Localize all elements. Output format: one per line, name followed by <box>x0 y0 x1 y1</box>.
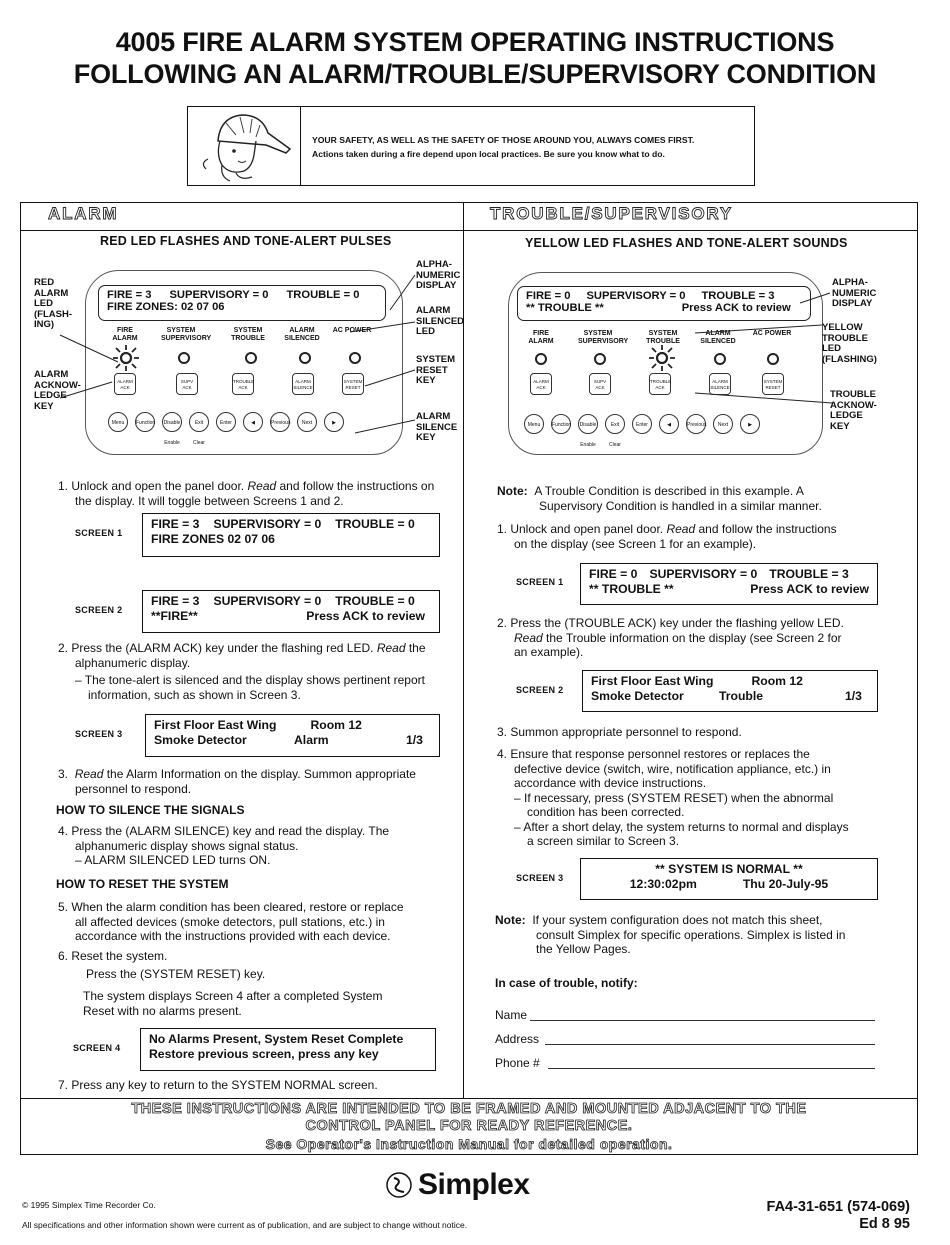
name-label: Name <box>495 1008 528 1022</box>
disable-enable-key: Disable Enable <box>578 414 598 434</box>
alarm-step-2: 2. Press the (ALARM ACK) key under the flashing red LED. Read the alphanumeric display. – The tone-alert is silenced and the display shows pertinent report information, such as shown in Screen 3. <box>58 641 426 702</box>
safety-line-2: Actions taken during a fire depend upon local practices. Be sure you know what to do. <box>312 149 665 159</box>
disable-enable-key: Disable Enable <box>162 412 182 432</box>
led-indicator <box>594 353 606 365</box>
alarm-step-3: 3. Read the Alarm Information on the display. Summon appropriate personnel to respond. <box>58 767 416 796</box>
trouble-screen2-label: SCREEN 2 <box>516 685 564 695</box>
alarm-led-label: AC POWER <box>332 327 372 334</box>
trouble-note-1: Note: A Trouble Condition is described in this example. A Supervisory Condition is handled in a similar manner. <box>497 484 822 513</box>
alarm-screen-4: No Alarms Present, System Reset Complete Restore previous screen, press any key <box>140 1028 436 1071</box>
trouble-panel-disp-fire: FIRE = 0 <box>526 290 571 302</box>
alarm-screen1-label: SCREEN 1 <box>75 528 123 538</box>
alarm-panel-disp-zones: FIRE ZONES: 02 07 06 <box>107 301 225 313</box>
trouble-note-2: Note: If your system configuration does not match this sheet, consult Simplex for specific operations. Simplex is listed in the Yellow Pages. <box>495 913 846 956</box>
alarm-step-7: 7. Press any key to return to the SYSTEM NORMAL screen. <box>58 1078 378 1092</box>
callout-alarm-ack-key: ALARM ACKNOW-LEDGE KEY <box>34 369 81 412</box>
enter-key: Enter <box>632 414 652 434</box>
trouble-screen-2: First Floor East Wing Room 12 Smoke Detector Trouble 1/3 <box>582 670 878 712</box>
left-arrow-key: ◀ <box>243 412 263 432</box>
previous-key: Previous <box>686 414 706 434</box>
callout-alpha-display: ALPHA-NUMERIC DISPLAY <box>416 259 461 291</box>
how-to-reset-heading: HOW TO RESET THE SYSTEM <box>56 877 229 891</box>
alarm-screen-2: FIRE = 3 SUPERVISORY = 0 TROUBLE = 0 **FIRE** Press ACK to review <box>142 590 440 633</box>
alarm-led-label: ALARM SILENCED <box>284 327 320 342</box>
callout-system-reset: SYSTEM RESET KEY <box>416 354 456 386</box>
trouble-screen-1: FIRE = 0 SUPERVISORY = 0 TROUBLE = 3 ** TROUBLE ** Press ACK to review <box>580 563 878 605</box>
system-reset-key: SYSTEM RESET <box>762 373 784 395</box>
alarm-screen-3: First Floor East Wing Room 12 Smoke Detector Alarm 1/3 <box>145 714 440 757</box>
alarm-screen2-label: SCREEN 2 <box>75 605 123 615</box>
trouble-panel-disp-supv: SUPERVISORY = 0 <box>586 290 686 302</box>
menu-key: Menu <box>524 414 544 434</box>
alarm-led-label: SYSTEM SUPERVISORY <box>161 327 212 342</box>
callout-red-led: RED ALARM LED (FLASH-ING) <box>34 277 72 330</box>
trouble-step-3: 3. Summon appropriate personnel to respond. <box>497 725 742 739</box>
trouble-nav-keys <box>524 414 760 448</box>
alarm-silence-key: ALARM SILENCE <box>292 373 314 395</box>
trouble-led-label: SYSTEM SUPERVISORY <box>578 330 629 345</box>
alarm-silence-key: ALARM SILENCE <box>709 373 731 395</box>
safety-text <box>312 133 752 161</box>
right-arrow-key: ▶ <box>324 412 344 432</box>
address-label: Address <box>495 1032 540 1046</box>
menu-key: Menu <box>108 412 128 432</box>
name-line <box>530 1020 875 1021</box>
alarm-screen3-label: SCREEN 3 <box>75 729 123 739</box>
callout-yellow-led: YELLOW TROUBLE LED (FLASHING) <box>822 322 877 365</box>
exit-clear-key: Exit Clear <box>189 412 209 432</box>
right-arrow-key: ▶ <box>740 414 760 434</box>
trouble-subhead: YELLOW LED FLASHES AND TONE-ALERT SOUNDS <box>525 236 848 250</box>
led-indicator <box>535 353 547 365</box>
footer-rule <box>20 1098 918 1099</box>
trouble-step-2: 2. Press the (TROUBLE ACK) key under the flashing yellow LED. Read the Trouble information on the display (see Screen 2 for an example). <box>497 616 844 659</box>
alarm-step-6: 6. Reset the system. Press the (SYSTEM RESET) key. The system displays Screen 4 after a completed System Reset with no alarms present. <box>58 949 383 1018</box>
disclaimer: All specifications and other information shown were current as of publication, and are subject to change without notice. <box>22 1220 468 1230</box>
callout-trouble-alpha: ALPHA-NUMERIC DISPLAY <box>832 277 877 309</box>
alarm-callout-lines <box>20 250 465 450</box>
trouble-callout-lines <box>640 285 840 415</box>
trouble-ack-key: TROUBLE ACK <box>232 373 254 395</box>
trouble-panel-disp-line2a: ** TROUBLE ** <box>526 302 604 314</box>
trouble-ack-key: TROUBLE ACK <box>649 373 671 395</box>
trouble-screen1-label: SCREEN 1 <box>516 577 564 587</box>
alarm-ack-key: ALARM ACK <box>114 373 136 395</box>
alarm-led-label: SYSTEM TROUBLE <box>231 327 265 342</box>
next-key: Next <box>713 414 733 434</box>
document-number: FA4-31-651 (574-069) <box>766 1199 910 1215</box>
phone-line <box>548 1068 875 1069</box>
footer-instructions-line2: CONTROL PANEL FOR READY REFERENCE. <box>305 1118 633 1134</box>
exit-clear-key: Exit Clear <box>605 414 625 434</box>
alarm-step-1: 1. Unlock and open the panel door. Read and follow the instructions on the display. It will toggle between Screens 1 and 2. <box>58 479 435 508</box>
alarm-ack-key: ALARM ACK <box>530 373 552 395</box>
trouble-panel-disp-trouble: TROUBLE = 3 <box>701 290 775 302</box>
function-key: Function <box>551 414 571 434</box>
next-key: Next <box>297 412 317 432</box>
trouble-step-4: 4. Ensure that response personnel restores or replaces the defective device (switch, wire, notification appliance, etc.) in accordance with device instructions. – If necessary, press (SYSTEM RESET) when the abnormal condition has been corrected. – After a short delay, the system returns to normal and displays a screen similar to Screen 3. <box>497 747 849 848</box>
alarm-step-4: 4. Press the (ALARM SILENCE) key and read the display. The alphanumeric display shows signal status. – ALARM SILENCED LED turns ON. <box>58 824 390 867</box>
trouble-led-label: FIRE ALARM <box>528 330 554 345</box>
footer-instructions-line1: THESE INSTRUCTIONS ARE INTENDED TO BE FRAMED AND MOUNTED ADJACENT TO THE <box>131 1101 807 1117</box>
callout-alarm-silence-key: ALARM SILENCE KEY <box>416 411 458 443</box>
safety-line-1: YOUR SAFETY, AS WELL AS THE SAFETY OF THOSE AROUND YOU, ALWAYS COMES FIRST. <box>312 135 695 145</box>
simplex-brand-name: Simplex <box>418 1168 530 1201</box>
notify-heading: In case of trouble, notify: <box>495 976 638 990</box>
trouble-step-1: 1. Unlock and open panel door. Read and follow the instructions on the display (see Screen 1 for an example). <box>497 522 837 551</box>
function-key: Function <box>135 412 155 432</box>
simplex-logo-icon <box>384 1170 414 1200</box>
alarm-screen-1: FIRE = 3 SUPERVISORY = 0 TROUBLE = 0 FIRE ZONES 02 07 06 <box>142 513 440 557</box>
alarm-panel-disp-fire: FIRE = 3 <box>107 289 152 301</box>
alarm-led-label: FIRE ALARM <box>112 327 138 342</box>
alarm-screen4-label: SCREEN 4 <box>73 1043 121 1053</box>
address-line <box>545 1044 875 1045</box>
previous-key: Previous <box>270 412 290 432</box>
how-to-silence-heading: HOW TO SILENCE THE SIGNALS <box>56 803 245 817</box>
alarm-panel-disp-supv: SUPERVISORY = 0 <box>169 289 269 301</box>
supv-ack-key: SUPV ACK <box>176 373 198 395</box>
alarm-heading: ALARM <box>48 204 119 223</box>
safety-divider <box>300 107 301 185</box>
left-arrow-key: ◀ <box>659 414 679 434</box>
callout-trouble-ack: TROUBLE ACKNOW-LEDGE KEY <box>830 389 877 432</box>
trouble-led-label: ALARM SILENCED <box>700 330 736 345</box>
footer-manual-note: See Operator's Instruction Manual for detailed operation. <box>265 1136 673 1152</box>
phone-label: Phone # <box>495 1056 540 1070</box>
trouble-panel-disp-line2b: Press ACK to review <box>681 302 791 314</box>
alarm-panel-disp-trouble: TROUBLE = 0 <box>286 289 360 301</box>
alarm-step-5: 5. When the alarm condition has been cleared, restore or replace all affected devices (smoke detectors, pull stations, etc.) in accordance with the instructions provided with each device. <box>58 900 404 943</box>
supv-ack-key: SUPV ACK <box>589 373 611 395</box>
trouble-screen3-label: SCREEN 3 <box>516 873 564 883</box>
firefighter-helmet-icon <box>196 111 294 183</box>
alarm-subhead: RED LED FLASHES AND TONE-ALERT PULSES <box>100 234 392 248</box>
enter-key: Enter <box>216 412 236 432</box>
edition: Ed 8 95 <box>859 1216 910 1232</box>
callout-alarm-silenced: ALARM SILENCED LED <box>416 305 465 337</box>
system-reset-key: SYSTEM RESET <box>342 373 364 395</box>
page-title-line2: FOLLOWING AN ALARM/TROUBLE/SUPERVISORY CONDITION <box>73 59 877 89</box>
copyright: © 1995 Simplex Time Recorder Co. <box>22 1200 156 1210</box>
trouble-screen-3: ** SYSTEM IS NORMAL ** 12:30:02pm Thu 20-July-95 <box>580 858 878 900</box>
trouble-heading: TROUBLE/SUPERVISORY <box>490 204 733 223</box>
heading-rule <box>20 230 918 231</box>
page-title-line1: 4005 FIRE ALARM SYSTEM OPERATING INSTRUCTIONS <box>115 27 835 57</box>
trouble-led-label: AC POWER <box>752 330 792 337</box>
safety-notice-box <box>187 106 755 186</box>
simplex-logo <box>384 1168 530 1202</box>
trouble-led-label: SYSTEM TROUBLE <box>646 330 680 345</box>
